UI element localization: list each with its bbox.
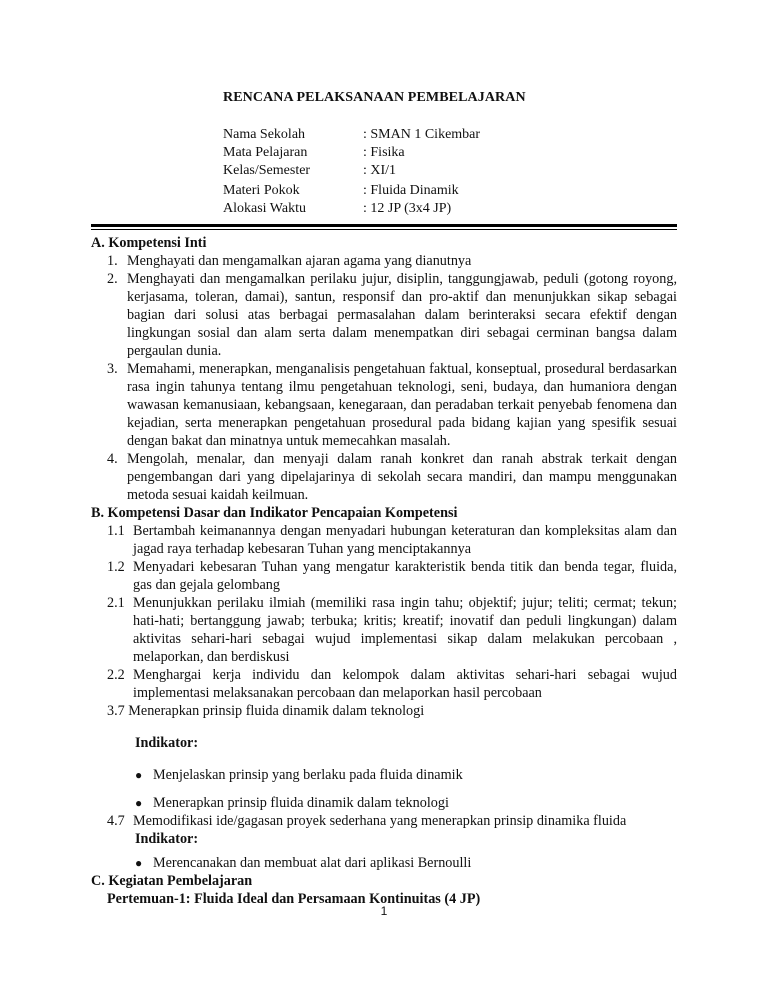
item-number: 1. — [107, 253, 118, 269]
meta-key: Mata Pelajaran — [223, 145, 308, 160]
bullet-item — [91, 794, 677, 812]
section-c-heading: C. Kegiatan Pembelajaran — [91, 873, 253, 889]
bullet-text: Menerapkan prinsip fluida dinamik dalam teknologi — [153, 795, 449, 811]
document-title: RENCANA PELAKSANAAN PEMBELAJARAN — [223, 90, 526, 105]
meta-key: Kelas/Semester — [223, 163, 311, 178]
list-item — [91, 252, 677, 270]
meta-value: : Fluida Dinamik — [363, 183, 459, 198]
meta-key: Nama Sekolah — [223, 127, 306, 142]
meta-value: : SMAN 1 Cikembar — [363, 127, 481, 142]
meta-row — [223, 182, 480, 200]
section-a-heading: A. Kompetensi Inti — [91, 235, 207, 251]
item-text: Mengolah, menalar, dan menyaji dalam ranah konkret dan ranah abstrak terkait dengan pengembangan dari yang dipelajarinya di sekolah secara mandiri, dan mampu menggunakan metoda sesuai kaidah keilmuan. — [127, 451, 677, 503]
item-text: Memahami, menerapkan, menganalisis pengetahuan faktual, konseptual, prosedural berdasarkan rasa ingin tahunya tentang ilmu pengetahuan teknologi, seni, budaya, dan humaniora dengan wawasan kemanusiaan, kebangsaan, kenegaraan, dan peradaban terkait penyebab fenomena dan kejadian, serta menerapkan pengetahuan prosedural pada bidang kajian yang spesifik sesuai dengan bakat dan minatnya untuk memecahkan masalah. — [127, 361, 677, 449]
item-number: 2.1 — [107, 595, 125, 611]
header-divider-thin — [91, 229, 677, 230]
list-item — [91, 812, 677, 830]
item-number: 1.2 — [107, 559, 125, 575]
item-text: Menghayati dan mengamalkan perilaku jujur, disiplin, tanggungjawab, peduli (gotong royong, kerjasama, toleran, damai), santun, responsif dan pro-aktif dan menunjukkan sikap sebagai bagian dari solusi atas berbagai permasalahan dalam berinteraksi secara efektif dengan lingkungan sosial dan alam serta dalam menempatkan diri sebagai cerminan bangsa dalam pergaulan dunia. — [127, 271, 677, 359]
bullet-item — [91, 766, 677, 784]
meta-key: Alokasi Waktu — [223, 201, 306, 216]
indikator-label: Indikator: — [135, 831, 199, 847]
list-item — [91, 270, 677, 360]
meta-row — [223, 144, 480, 162]
item-number: 4. — [107, 451, 118, 467]
bullet-item — [91, 854, 677, 872]
list-item — [91, 594, 677, 666]
item-text: Memodifikasi ide/gagasan proyek sederhana yang menerapkan prinsip dinamika fluida — [133, 813, 627, 829]
meta-value: : 12 JP (3x4 JP) — [363, 201, 452, 216]
meta-key: Materi Pokok — [223, 183, 300, 198]
bullet-icon: ● — [135, 796, 143, 810]
item-text: Menunjukkan perilaku ilmiah (memiliki rasa ingin tahu; objektif; jujur; teliti; cermat; tekun; hati-hati; bertanggung jawab; terbuka; kritis; kreatif; inovatif dan peduli lingkungan) dalam aktivitas sehari-hari sebagai wujud implementasi sikap dalam melakukan percobaan , melaporkan, dan berdiskusi — [133, 595, 677, 665]
item-number: 1.1 — [107, 523, 125, 539]
indikator-label: Indikator: — [135, 735, 199, 751]
header-divider — [91, 224, 677, 227]
list-item — [91, 558, 677, 594]
list-item — [91, 450, 677, 504]
item-text: Menyadari kebesaran Tuhan yang mengatur karakteristik benda titik dan benda tegar, fluida, gas dan gejala gelombang — [133, 559, 677, 593]
item-number: 3. — [107, 361, 118, 377]
item-number: 2.2 — [107, 667, 125, 683]
meta-value: : XI/1 — [363, 163, 397, 178]
list-item — [91, 522, 677, 558]
list-item — [91, 360, 677, 450]
item-number: 4.7 — [107, 813, 125, 829]
item-text: Menghayati dan mengamalkan ajaran agama yang dianutnya — [127, 253, 472, 269]
bullet-text: Merencanakan dan membuat alat dari aplikasi Bernoulli — [153, 855, 472, 871]
bullet-icon: ● — [135, 768, 143, 782]
section-b-heading: B. Kompetensi Dasar dan Indikator Pencapaian Kompetensi — [91, 505, 458, 521]
meta-row — [223, 126, 480, 144]
meta-value: : Fisika — [363, 145, 405, 160]
meta-row — [223, 162, 480, 180]
item-number: 2. — [107, 271, 118, 287]
list-item — [91, 666, 677, 702]
document-body — [91, 234, 677, 908]
meeting-heading: Pertemuan-1: Fluida Ideal dan Persamaan Kontinuitas (4 JP) — [107, 891, 481, 907]
page-number: 1 — [380, 904, 388, 918]
bullet-icon: ● — [135, 856, 143, 870]
item-text: Menghargai kerja individu dan kelompok dalam aktivitas sehari-hari sebagai wujud implementasi melaksanakan percobaan dan melaporkan hasil percobaan — [133, 667, 677, 701]
meta-row — [223, 200, 480, 218]
kd-3-7: 3.7 Menerapkan prinsip fluida dinamik dalam teknologi — [107, 703, 425, 719]
item-text: Bertambah keimanannya dengan menyadari hubungan keteraturan dan kompleksitas alam dan jagad raya terhadap kebesaran Tuhan yang menciptakannya — [133, 523, 677, 557]
bullet-text: Menjelaskan prinsip yang berlaku pada fluida dinamik — [153, 767, 463, 783]
document-meta — [223, 126, 480, 218]
